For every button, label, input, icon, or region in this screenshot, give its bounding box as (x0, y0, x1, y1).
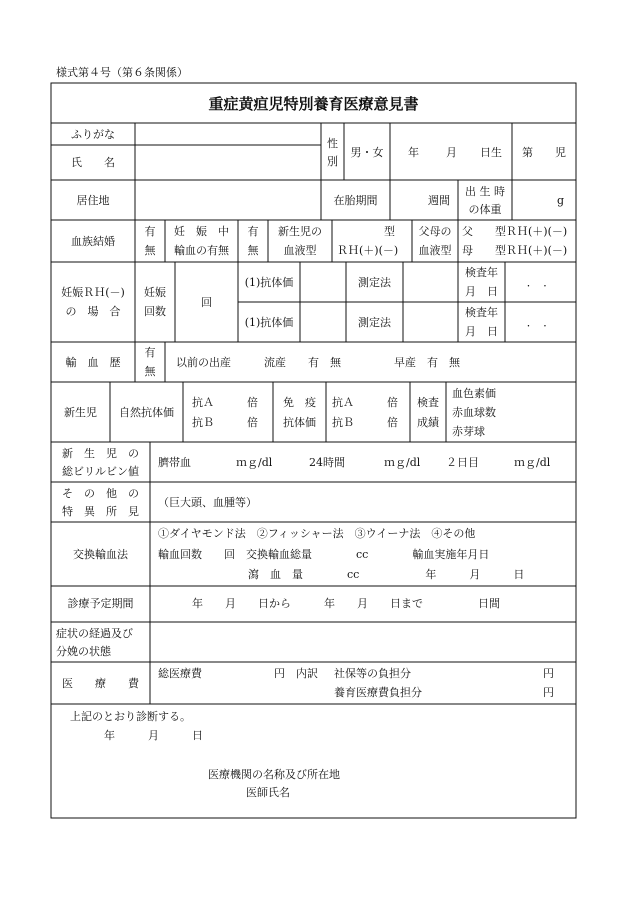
mother-blood-type: 母 型ＲＨ(＋)(－) (462, 244, 568, 257)
birth-order-label: 第 児 (522, 146, 566, 159)
symptom-progress-label-1: 症状の経過及び (56, 627, 133, 640)
form-title: 重症黄疸児特別養育医療意見書 (208, 95, 419, 113)
bilirubin-day2-unit: ｍｇ/dl (514, 456, 551, 469)
exchange-transfusion-label: 交換輸血法 (73, 548, 128, 561)
cord-blood-label: 臍帯血 (158, 456, 191, 469)
treatment-period-dates: 年 月 日から 年 月 日まで 日間 (192, 597, 500, 610)
exam-date-label-1b: 月 日 (465, 285, 498, 298)
newborn-rh-label: ＲＨ(＋)(－) (337, 244, 399, 257)
weeks-label: 週間 (428, 194, 450, 207)
bilirubin-label-2: 総ビリルビン値 (62, 465, 139, 478)
transfusion-history-no: 無 (144, 365, 156, 378)
phlebotomy-volume: 瀉 血 量 cc 年 月 日 (248, 568, 525, 581)
institution-label: 医療機関の名称及び所在地 (208, 768, 340, 781)
antibody-titer-label-1: (1)抗体価 (244, 276, 294, 289)
newborn-blood-label-2: 血液型 (283, 244, 317, 257)
parent-blood-label-2: 血液型 (418, 244, 452, 257)
sex-options: 男・女 (350, 146, 384, 159)
bilirubin-24h-unit: ｍｇ/dl (384, 456, 421, 469)
consanguinity-yes: 有 (144, 225, 156, 238)
exam-results-label-1: 検査 (417, 396, 439, 409)
transfusion-history-yes: 有 (144, 346, 156, 359)
form-number-header: 様式第４号（第６条関係） (56, 66, 188, 79)
other-findings-hint: （巨大頭、血腫等） (158, 496, 257, 509)
rh-negative-label-2: の 場 合 (65, 305, 121, 318)
measurement-method-label-2: 測定法 (358, 316, 391, 329)
insurance-share-yen: 円 (543, 667, 554, 680)
birth-month-label: 月 (446, 146, 457, 159)
sex-label-2: 別 (327, 155, 338, 168)
pregnancy-count-label-2: 回数 (144, 305, 166, 318)
hemoglobin-label: 血色素価 (452, 387, 496, 400)
exam-date-dots-1: ． ． (526, 276, 555, 289)
insurance-share-label: 社保等の負担分 (334, 667, 411, 680)
transfusion-history-label: 輸 血 歴 (65, 356, 121, 369)
immune-anti-b: 抗Ｂ 倍 (332, 416, 398, 429)
pregnancy-transfusion-no: 無 (247, 244, 259, 257)
other-findings-label-2: 特 異 所 見 (62, 505, 139, 518)
gestation-label: 在胎期間 (333, 194, 378, 207)
exam-date-label-2a: 検査年 (465, 306, 498, 319)
immune-antibody-label-1: 免 疫 (283, 396, 316, 409)
bilirubin-day2-label: ２日目 (446, 456, 479, 469)
diagnosis-statement: 上記のとおり診断する。 (70, 710, 191, 723)
birth-year-label: 年 (408, 146, 419, 159)
other-findings-label-1: そ の 他 の (62, 487, 139, 500)
medical-cost-label: 医 療 費 (62, 677, 139, 690)
father-blood-type: 父 型ＲＨ(＋)(－) (462, 225, 568, 238)
miscarriage-label: 流産 有 無 (264, 356, 341, 369)
newborn-blood-type-label: 型 (384, 225, 395, 238)
birth-weight-label-1: 出 生 時 (465, 185, 505, 198)
birth-day-label: 日生 (480, 146, 502, 159)
newborn-blood-label-1: 新生児の (278, 225, 322, 238)
natural-anti-a: 抗Ａ 倍 (192, 396, 258, 409)
birth-weight-label-2: の体重 (468, 203, 502, 216)
immune-antibody-label-2: 抗体価 (283, 416, 316, 429)
address-label: 居住地 (76, 194, 110, 207)
care-cost-share-yen: 円 (543, 686, 554, 699)
sex-label-1: 性 (327, 137, 338, 150)
pregnancy-transfusion-label-1: 妊 娠 中 (174, 225, 229, 238)
pregnancy-transfusion-yes: 有 (247, 225, 259, 238)
exam-date-label-2b: 月 日 (465, 325, 498, 338)
care-cost-share-label: 養育医療費負担分 (334, 686, 422, 699)
parent-blood-label-1: 父母の (418, 225, 452, 238)
bilirubin-label-1: 新 生 児 の (62, 447, 139, 460)
natural-antibody-label: 自然抗体価 (119, 406, 174, 419)
exam-results-label-2: 成績 (417, 416, 439, 429)
total-cost-yen-breakdown: 円 内訳 (274, 667, 318, 680)
furigana-label: ふりがな (71, 128, 115, 141)
doctor-name-label: 医師氏名 (246, 786, 290, 799)
exchange-transfusion-volume: 輸血回数 回 交換輸血総量 cc 輸血実施年月日 (158, 548, 490, 561)
symptom-progress-label-2: 分娩の状態 (56, 645, 111, 658)
premature-birth-label: 早産 有 無 (394, 356, 460, 369)
consanguinity-label: 血族結婚 (71, 235, 115, 248)
exam-date-dots-2: ． ． (526, 316, 555, 329)
red-cell-count-label: 赤血球数 (452, 406, 496, 419)
cord-blood-unit: ｍｇ/dl (236, 456, 273, 469)
measurement-method-label-1: 測定法 (358, 276, 391, 289)
erythroblast-label: 赤芽球 (452, 425, 485, 438)
rh-negative-label-1: 妊娠ＲＨ(－) (61, 286, 125, 299)
grams-label: g (557, 194, 565, 207)
exchange-transfusion-methods: ①ダイヤモンド法 ②フィッシャー法 ③ウイーナ法 ④その他 (158, 527, 476, 540)
natural-anti-b: 抗Ｂ 倍 (192, 416, 258, 429)
exam-date-label-1a: 検査年 (465, 266, 498, 279)
prior-birth-label: 以前の出産 (176, 356, 231, 369)
pregnancy-times-label: 回 (201, 296, 212, 309)
newborn-label: 新生児 (64, 406, 97, 419)
bilirubin-24h-label: 24時間 (309, 456, 345, 469)
pregnancy-transfusion-label-2: 輸血の有無 (174, 244, 229, 257)
name-label: 氏 名 (71, 156, 115, 169)
antibody-titer-label-2: (1)抗体価 (244, 316, 294, 329)
consanguinity-no: 無 (144, 244, 156, 257)
total-medical-cost-label: 総医療費 (158, 667, 202, 680)
treatment-period-label: 診療予定期間 (67, 597, 134, 610)
diagnosis-date: 年 月 日 (104, 729, 203, 742)
immune-anti-a: 抗Ａ 倍 (332, 396, 398, 409)
pregnancy-count-label-1: 妊娠 (144, 286, 166, 299)
